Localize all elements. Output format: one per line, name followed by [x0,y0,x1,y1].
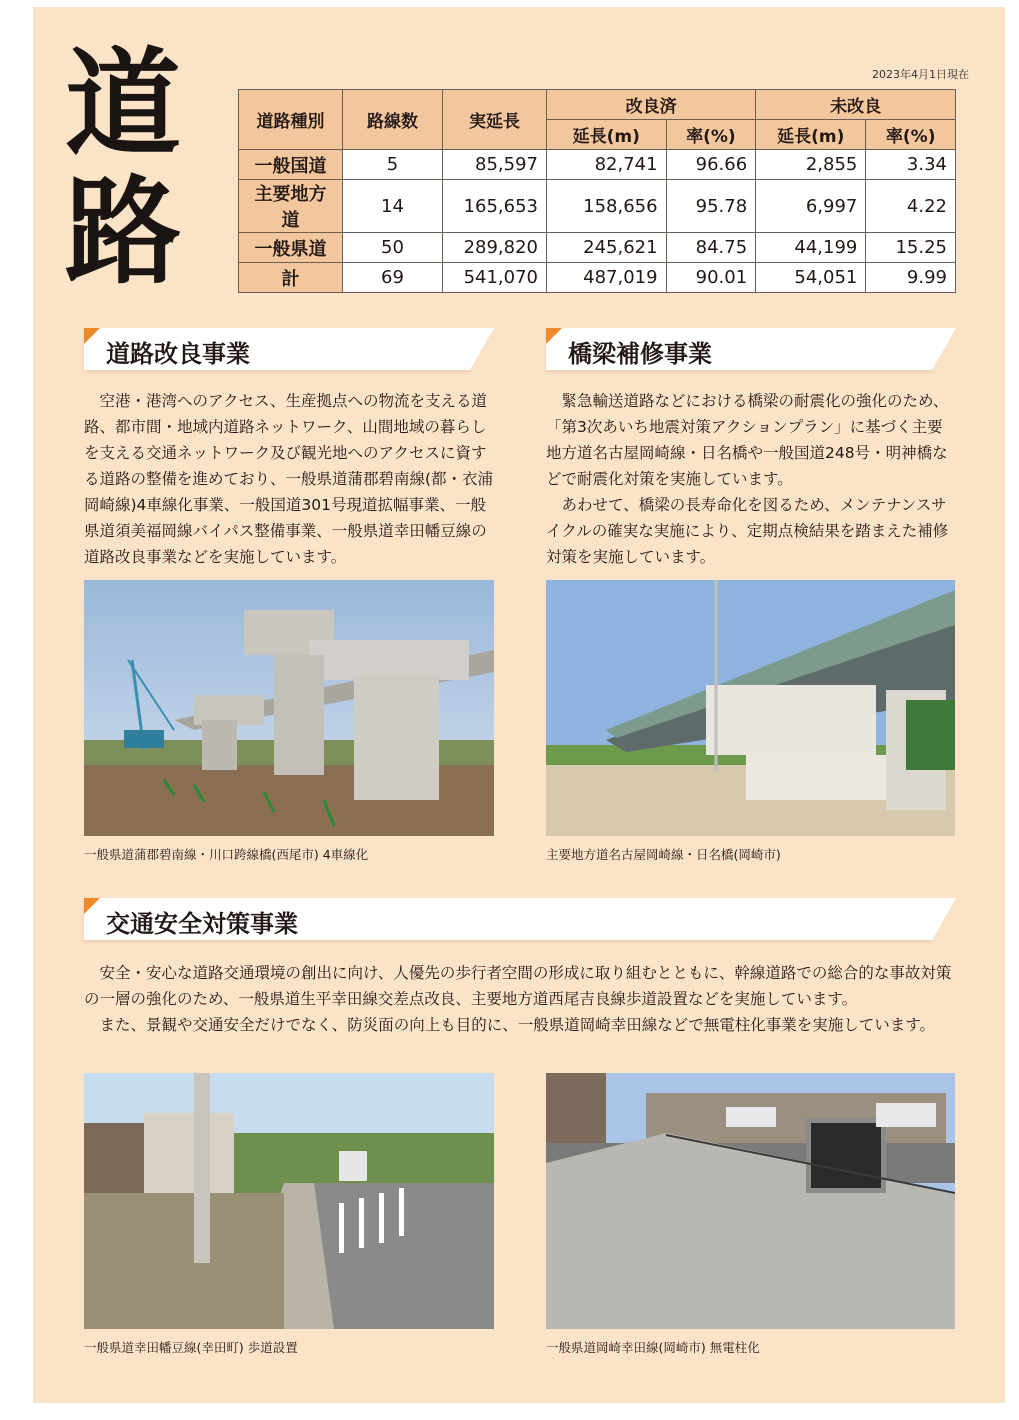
header-unimproved-length: 延長(m) [756,120,866,150]
row-type: 一般県道 [239,233,343,263]
row-unimproved-length: 2,855 [756,150,866,180]
section-heading-label: 道路改良事業 [106,340,250,368]
row-length: 541,070 [443,263,547,293]
row-unimproved-rate: 3.34 [866,150,956,180]
photo-caption: 一般県道岡崎幸田線(岡崎市) 無電柱化 [546,1340,760,1355]
row-unimproved-length: 44,199 [756,233,866,263]
paragraph: あわせて、橋梁の長寿命化を図るため、メンテナンスサイクルの確実な実施により、定期点検結果を踏まえた補修対策を実施しています。 [546,496,949,566]
row-unimproved-rate: 15.25 [866,233,956,263]
row-type: 主要地方道 [239,180,343,233]
bridge-repair-text [546,388,958,570]
row-unimproved-length: 6,997 [756,180,866,233]
section-heading-road-improvement [84,328,470,370]
row-length: 165,653 [443,180,547,233]
row-improved-rate: 96.66 [666,150,756,180]
row-improved-length: 82,741 [547,150,667,180]
heading-tail [470,328,494,370]
heading-tail [932,898,956,940]
road-improvement-text [84,388,496,570]
row-type: 一般国道 [239,150,343,180]
row-improved-rate: 84.75 [666,233,756,263]
row-type: 計 [239,263,343,293]
paragraph: また、景観や交通安全だけでなく、防災面の向上も目的に、一般県道岡崎幸田線などで無電柱化事業を実施しています。 [99,1016,935,1034]
row-length: 289,820 [443,233,547,263]
section-heading-bridge-repair [546,328,932,370]
photo-utility-pole-removal [546,1073,955,1329]
row-improved-length: 158,656 [547,180,667,233]
row-improved-length: 487,019 [547,263,667,293]
heading-accent-icon [84,898,100,914]
row-routes: 69 [343,263,443,293]
heading-accent-icon [84,328,100,344]
row-improved-rate: 90.01 [666,263,756,293]
road-statistics-table [238,89,956,293]
header-length: 実延長 [443,90,547,150]
heading-accent-icon [546,328,562,344]
traffic-safety-text [84,960,958,1038]
header-unimproved: 未改良 [756,90,956,120]
row-unimproved-rate: 4.22 [866,180,956,233]
photo-bridge-underside-image [546,580,955,836]
row-unimproved-rate: 9.99 [866,263,956,293]
row-routes: 50 [343,233,443,263]
photo-hina-bridge [546,580,955,836]
table-row [239,233,956,263]
header-improved-length: 延長(m) [547,120,667,150]
row-improved-rate: 95.78 [666,180,756,233]
header-improved: 改良済 [547,90,756,120]
section-heading-label: 交通安全対策事業 [106,910,298,938]
photo-caption: 一般県道幸田幡豆線(幸田町) 歩道設置 [84,1340,298,1355]
photo-kawaguchi-overpass [84,580,494,836]
title-char-2: 路 [65,164,181,300]
photo-sidewalk-image [84,1073,494,1329]
row-routes: 5 [343,150,443,180]
table-row [239,150,956,180]
paragraph: 緊急輸送道路などにおける橋梁の耐震化の強化のため、「第3次あいち地震対策アクションプラン」に基づく主要地方道名古屋岡崎線・日名橋や一般国道248号・明神橋などで耐震化対策を実施しています。 [546,392,949,488]
page-title [48,36,198,300]
row-length: 85,597 [443,150,547,180]
heading-tail [932,328,956,370]
paragraph: 空港・港湾へのアクセス、生産拠点への物流を支える道路、都市間・地域内道路ネットワーク、山間地域の暮らしを支える交通ネットワーク及び観光地へのアクセスに資する道路の整備を進めており、一般県道蒲郡碧南線(都・衣浦岡崎線)4車線化事業、一般国道301号現道拡幅事業、一般県道須美福岡線バイパス整備事業、一般県道幸田幡豆線の道路改良事業などを実施しています。 [84,392,494,566]
header-type: 道路種別 [239,90,343,150]
as-of-date: 2023年4月1日現在 [872,68,969,81]
section-heading-traffic-safety [84,898,932,940]
photo-pavement-image [546,1073,955,1329]
table-row-total [239,263,956,293]
header-routes: 路線数 [343,90,443,150]
section-heading-label: 橋梁補修事業 [568,340,712,368]
title-char-1: 道 [65,36,181,172]
row-routes: 14 [343,180,443,233]
paragraph: 安全・安心な道路交通環境の創出に向け、人優先の歩行者空間の形成に取り組むとともに、幹線道路での総合的な事故対策の一層の強化のため、一般県道生平幸田線交差点改良、主要地方道西尾吉良線歩道設置などを実施しています。 [84,964,952,1008]
photo-sidewalk-installation [84,1073,494,1329]
header-improved-rate: 率(%) [666,120,756,150]
header-unimproved-rate: 率(%) [866,120,956,150]
row-unimproved-length: 54,051 [756,263,866,293]
table-row [239,180,956,233]
row-improved-length: 245,621 [547,233,667,263]
photo-caption: 一般県道蒲郡碧南線・川口跨線橋(西尾市) 4車線化 [84,847,369,862]
photo-bridge-construction-image [84,580,494,836]
photo-caption: 主要地方道名古屋岡崎線・日名橋(岡崎市) [546,847,781,862]
